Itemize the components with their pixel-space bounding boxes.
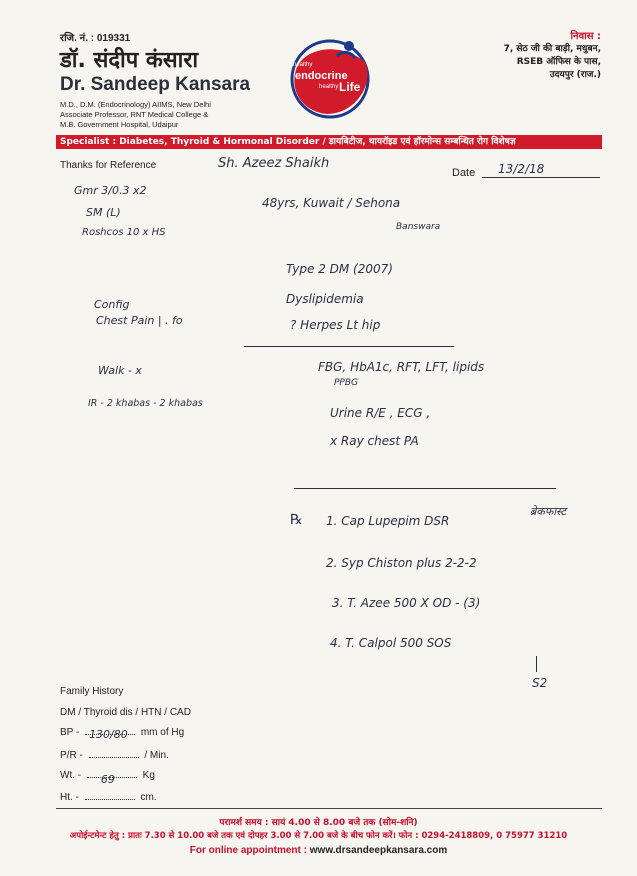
prescription-timing: ब्रेकफास्ट <box>530 505 566 518</box>
consultation-hours: परामर्श समय : सायं 4.00 से 8.00 बजे तक (सोम-शनि) <box>219 818 418 828</box>
sign-stroke <box>536 656 538 672</box>
investigation-line: Urine R/E , ECG , <box>330 406 431 420</box>
bp-row: BP - 130/80 mm of Hg <box>60 727 185 741</box>
advice-note: IR - 2 khabas - 2 khabas <box>88 398 203 409</box>
doctor-name-hindi: डॉ. संदीप कंसारा <box>60 48 199 73</box>
diagnosis-line: Dyslipidemia <box>286 292 364 306</box>
doctor-name-english: Dr. Sandeep Kansara <box>60 74 251 95</box>
healthy-endocrine-logo <box>285 34 375 124</box>
pr-field <box>89 757 139 758</box>
logo-small-text: healthy <box>319 84 339 90</box>
wt-label: Wt. <box>60 770 75 781</box>
prescription-line: 2. Syp Chiston plus 2-2-2 <box>326 556 477 570</box>
history-note: Gmr 3/0.3 x2 <box>74 184 147 197</box>
prescription-line: 4. T. Calpol 500 SOS <box>330 636 452 650</box>
bp-value: 130/80 <box>89 728 128 741</box>
residence-address <box>451 30 601 82</box>
qualification-line: M.B. Government Hospital, Udaipur <box>60 120 179 129</box>
wt-row: Wt. - 69 Kg <box>60 770 155 786</box>
investigation-line: x Ray chest PA <box>330 434 419 448</box>
complaint-note: Config <box>94 298 130 311</box>
prescription-line: 3. T. Azee 500 X OD - (3) <box>332 596 481 610</box>
investigation-line: PPBG <box>334 378 359 388</box>
logo-main-text: endocrine <box>295 70 348 82</box>
family-history-label: Family History <box>60 686 124 697</box>
patient-place: Banswara <box>396 222 441 232</box>
pr-label: P/R <box>60 750 77 761</box>
diagnosis-line: ? Herpes Lt hip <box>290 318 381 332</box>
date-underline <box>482 177 600 178</box>
history-note: Roshcos 10 x HS <box>82 227 166 238</box>
specialist-banner: Specialist : Diabetes, Thyroid & Hormonal Disorder / डायबिटीज, थायरॉइड एवं हॉरमोन्स सम्बन्धित रोग विशेषज्ञ <box>56 135 602 149</box>
complaint-note: Chest Pain | . fo <box>96 314 183 327</box>
bp-unit: mm of Hg <box>140 727 185 738</box>
doctor-signature: S2 <box>532 676 548 690</box>
wt-field <box>87 773 137 786</box>
ht-field <box>85 799 135 800</box>
address-line: 7, सेठ जी की बाड़ी, मधुबन, <box>503 44 601 54</box>
ht-row: Ht. - cm. <box>60 792 157 803</box>
registration-number: रजि. नं. : 019331 <box>60 33 131 44</box>
logo-life-text: Life <box>339 80 361 94</box>
history-note: SM (L) <box>86 206 121 219</box>
address-line: RSEB ऑफिस के पास, <box>516 57 601 67</box>
qualification-line: Associate Professor, RNT Medical College & <box>60 110 209 119</box>
address-line: उदयपुर (राज.) <box>549 70 601 80</box>
patient-age-location: 48yrs, Kuwait / Sehona <box>262 196 401 210</box>
investigation-underline <box>294 488 556 489</box>
appointment-info: अपोईन्टमेन्ट हेतु : प्रातः 7.30 से 10.00 बजे तक एवं दोपहर 3.00 से 7.00 बजे के बीच फोन करें। फोन : 0294-2418809, 0 75977 31210 <box>69 831 568 841</box>
diagnosis-underline <box>244 346 454 347</box>
diagnosis-line: Type 2 DM (2007) <box>286 262 393 276</box>
address-title: निवास : <box>570 31 601 42</box>
qualification-line: M.D., D.M. (Endocrinology) AIIMS, New Delhi <box>60 100 211 109</box>
online-appointment <box>0 845 637 856</box>
wt-unit: Kg <box>142 770 155 781</box>
bp-label: BP <box>60 727 74 738</box>
pr-row: P/R - / Min. <box>60 750 169 761</box>
family-history-options: DM / Thyroid dis / HTN / CAD <box>60 707 191 718</box>
website-link[interactable]: www.drsandeepkansara.com <box>309 845 448 856</box>
patient-name: Sh. Azeez Shaikh <box>218 156 330 171</box>
prescription-line: 1. Cap Lupepim DSR <box>326 514 450 528</box>
pr-unit: / Min. <box>144 750 169 761</box>
footer-divider <box>56 808 602 809</box>
investigation-line: FBG, HbA1c, RFT, LFT, lipids <box>318 360 485 374</box>
ht-unit: cm. <box>140 792 157 803</box>
ht-label: Ht. <box>60 792 73 803</box>
advice-note: Walk - x <box>98 364 142 377</box>
logo-small-text: healthy <box>293 62 313 68</box>
visit-date: 13/2/18 <box>498 162 545 176</box>
online-appointment-label: For online appointment : <box>189 845 310 856</box>
qualifications <box>60 100 260 130</box>
thanks-for-reference-label: Thanks for Reference <box>60 160 157 171</box>
date-label: Date <box>452 167 476 179</box>
rx-symbol: ℞ <box>290 512 303 528</box>
bp-field <box>85 728 135 741</box>
wt-value: 69 <box>100 773 115 786</box>
